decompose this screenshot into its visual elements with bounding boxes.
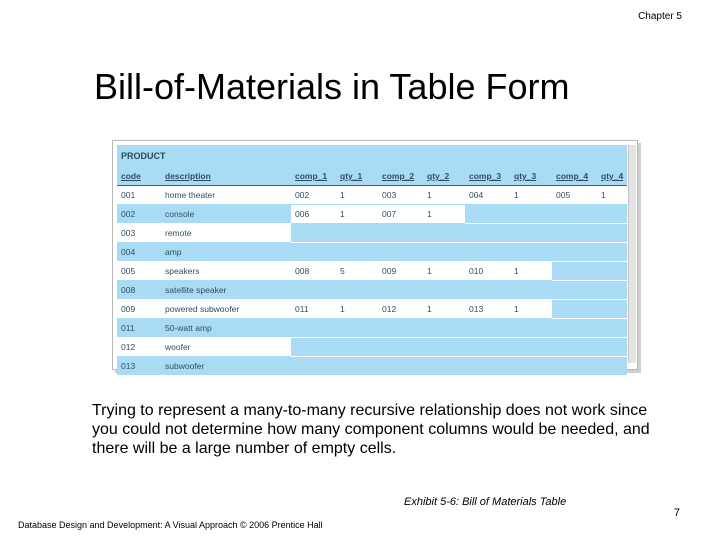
table-cell: subwoofer (161, 357, 291, 376)
column-header: comp_1 (291, 167, 336, 186)
table-cell: woofer (161, 338, 291, 357)
column-header: comp_3 (465, 167, 510, 186)
body-text: Trying to represent a many-to-many recursive relationship does not work since you could not determine how many component columns would be needed, and there will be a large number of empty cells. (92, 402, 650, 457)
table-cell (465, 205, 510, 224)
table-cell (291, 319, 336, 338)
table-cell (510, 319, 552, 338)
table-cell: 013 (117, 357, 161, 376)
table-cell (291, 243, 336, 262)
table-row (117, 357, 627, 376)
table-cell: 1 (597, 186, 627, 205)
table-row (117, 281, 627, 300)
table-cell (291, 224, 336, 243)
table-cell (552, 262, 597, 281)
table-cell (378, 357, 423, 376)
table-cell: console (161, 205, 291, 224)
exhibit-caption: Exhibit 5-6: Bill of Materials Table (404, 496, 567, 508)
table-cell: 004 (465, 186, 510, 205)
table-cell (423, 224, 465, 243)
table-cell: home theater (161, 186, 291, 205)
table-cell: 009 (378, 262, 423, 281)
table-cell (510, 224, 552, 243)
table-cell: 008 (117, 281, 161, 300)
table-cell (597, 224, 627, 243)
table-cell (510, 205, 552, 224)
table-cell: powered subwoofer (161, 300, 291, 319)
column-header: comp_2 (378, 167, 423, 186)
table-cell (378, 319, 423, 338)
column-header: description (161, 167, 291, 186)
table-cell: 002 (291, 186, 336, 205)
table-cell: 005 (552, 186, 597, 205)
table-cell: 011 (291, 300, 336, 319)
table-cell (465, 281, 510, 300)
table-cell (552, 224, 597, 243)
table-row (117, 262, 627, 281)
table-cell (291, 338, 336, 357)
table-cell: 007 (378, 205, 423, 224)
table-row (117, 319, 627, 338)
table-scrollbar (628, 145, 636, 363)
table-cell: remote (161, 224, 291, 243)
table-cell: 1 (423, 300, 465, 319)
slide-title: Bill-of-Materials in Table Form (94, 66, 570, 107)
table-cell (336, 224, 378, 243)
table-cell: 013 (465, 300, 510, 319)
table-cell (552, 300, 597, 319)
table-cell (552, 281, 597, 300)
table-cell (597, 338, 627, 357)
table-cell (465, 338, 510, 357)
table-cell: 1 (423, 186, 465, 205)
column-header: qty_1 (336, 167, 378, 186)
table-cell (423, 357, 465, 376)
table-cell: 001 (117, 186, 161, 205)
table-row (117, 338, 627, 357)
table-cell (465, 224, 510, 243)
table-cell (597, 300, 627, 319)
table-cell (597, 357, 627, 376)
table-cell (510, 243, 552, 262)
table-cell (552, 319, 597, 338)
table-cell: 002 (117, 205, 161, 224)
column-header: qty_2 (423, 167, 465, 186)
table-cell: 011 (117, 319, 161, 338)
table-cell: 1 (336, 300, 378, 319)
table-cell: amp (161, 243, 291, 262)
table-cell: 1 (423, 205, 465, 224)
table-cell: 008 (291, 262, 336, 281)
table-cell (336, 319, 378, 338)
table-cell: 1 (336, 186, 378, 205)
table-cell (597, 262, 627, 281)
table-cell (291, 281, 336, 300)
table-row (117, 205, 627, 224)
table-cell: 012 (117, 338, 161, 357)
table-cell: 5 (336, 262, 378, 281)
table-cell (597, 205, 627, 224)
table-cell (465, 243, 510, 262)
table-cell (597, 281, 627, 300)
table-cell (552, 205, 597, 224)
table-row (117, 300, 627, 319)
column-header: qty_3 (510, 167, 552, 186)
table-caption: PRODUCT (117, 145, 627, 167)
table-cell: 1 (423, 262, 465, 281)
table-cell (423, 338, 465, 357)
product-table (117, 167, 627, 376)
table-cell (597, 243, 627, 262)
table-cell: satellite speaker (161, 281, 291, 300)
table-cell (336, 281, 378, 300)
table-header-row (117, 167, 627, 186)
table-cell: 1 (510, 186, 552, 205)
table-row (117, 243, 627, 262)
table-cell: speakers (161, 262, 291, 281)
table-cell: 1 (510, 262, 552, 281)
column-header: qty_4 (597, 167, 627, 186)
table-cell: 009 (117, 300, 161, 319)
table-cell (510, 281, 552, 300)
chapter-label: Chapter 5 (638, 11, 682, 22)
column-header: comp_4 (552, 167, 597, 186)
table-cell (378, 338, 423, 357)
table-cell (552, 357, 597, 376)
table-cell (423, 281, 465, 300)
column-header: code (117, 167, 161, 186)
table-cell (465, 319, 510, 338)
table-cell (510, 338, 552, 357)
table-cell (378, 224, 423, 243)
table-cell (291, 357, 336, 376)
table-cell: 003 (117, 224, 161, 243)
page-number: 7 (673, 507, 680, 519)
table-cell (336, 243, 378, 262)
table-cell (552, 243, 597, 262)
table-cell (597, 319, 627, 338)
table-row (117, 186, 627, 205)
table-cell: 010 (465, 262, 510, 281)
table-cell (510, 357, 552, 376)
footer-text: Database Design and Development: A Visual Approach © 2006 Prentice Hall (18, 520, 323, 530)
table-row (117, 224, 627, 243)
table-cell (552, 338, 597, 357)
table-cell: 50-watt amp (161, 319, 291, 338)
table-cell: 1 (336, 205, 378, 224)
table-cell (378, 281, 423, 300)
table-cell: 1 (510, 300, 552, 319)
table-cell (378, 243, 423, 262)
table-cell: 012 (378, 300, 423, 319)
table-cell (465, 357, 510, 376)
table-cell (336, 357, 378, 376)
table-cell: 005 (117, 262, 161, 281)
table-cell (336, 338, 378, 357)
table-cell (423, 319, 465, 338)
product-table-figure (112, 140, 638, 370)
table-cell: 003 (378, 186, 423, 205)
table-cell: 006 (291, 205, 336, 224)
table-cell (423, 243, 465, 262)
table-cell: 004 (117, 243, 161, 262)
